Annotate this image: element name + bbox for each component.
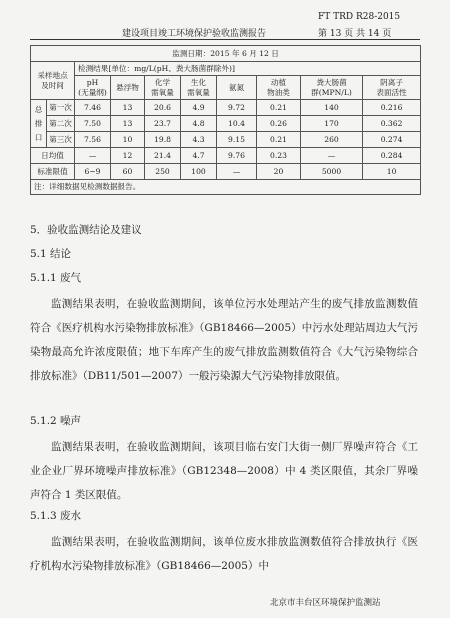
cell: 13 [111,116,145,132]
cell: 20.6 [145,100,181,116]
cell: — [75,148,111,164]
cell: 9.15 [217,132,257,148]
header-rule [30,39,420,40]
col-surfactant: 阴离子 表面活性 [363,76,421,100]
cell: 12 [111,148,145,164]
cell: 140 [301,100,363,116]
section-5-1-heading: 5.1 结论 [30,248,72,260]
sampling-location-header: 采样地点 及时间 [31,62,75,100]
cell: 0.216 [363,100,421,116]
cell: 0.23 [257,148,301,164]
col-bod: 生化 需氧量 [181,76,217,100]
section-5-1-2-heading: 5.1.2 噪声 [30,415,82,427]
cell: 10 [363,164,421,180]
standard-limit-row [31,164,421,180]
footer-org-name: 北京市丰台区环境保护监测站 [270,598,381,608]
cell: 4.9 [181,100,217,116]
col-ammonia: 氨氮 [217,76,257,100]
cell: 0.21 [257,100,301,116]
wastewater-paragraph: 监测结果表明，在验收监测期间，该单位废水排放监测数值符合排放执行《医疗机构水污染物排放标准》（GB18466—2005）中 [30,536,418,572]
cell: 23.7 [145,116,181,132]
col-coliform: 粪大肠菌 群(MPN/L) [301,76,363,100]
cell: 7.46 [75,100,111,116]
section-5-1-1-heading: 5.1.1 废气 [30,272,82,284]
monitoring-table [30,45,421,195]
cell: 60 [111,164,145,180]
cell: 9.72 [217,100,257,116]
cell: 260 [301,132,363,148]
row-label: 标准限值 [31,164,75,180]
cell: 0.21 [257,132,301,148]
col-suspended-solids: 悬浮物 [111,76,145,100]
location-total-outlet: 总 排 口 [31,100,47,148]
cell: 6~9 [75,164,111,180]
cell: 20 [257,164,301,180]
cell: 10 [111,132,145,148]
table-note: 注：详细数据见检测数据报告。 [31,180,421,195]
cell: 0.26 [257,116,301,132]
cell: 7.56 [75,132,111,148]
row-label: 第二次 [47,116,75,132]
col-cod: 化学 需氧量 [145,76,181,100]
cell: 170 [301,116,363,132]
cell: 0.274 [363,132,421,148]
cell: 19.8 [145,132,181,148]
cell: — [301,148,363,164]
section-5-1-3-heading: 5.1.3 废水 [30,510,82,522]
table-row [31,100,421,116]
cell: 4.7 [181,148,217,164]
results-unit-header: 检测结果[单位：mg/L(pH、粪大肠菌群除外)] [75,62,421,76]
cell: 21.4 [145,148,181,164]
monitoring-date: 监测日期：2015 年 6 月 12 日 [31,46,421,62]
col-oils: 动植 物油类 [257,76,301,100]
report-title: 建设项目竣工环境保护验收监测报告 [122,29,267,39]
cell: 13 [111,100,145,116]
cell: 0.362 [363,116,421,132]
exhaust-gas-paragraph: 监测结果表明，在验收监测期间，该单位污水处理站产生的废气排放监测数值符合《医疗机构水污染物排放标准》（GB18466—2005）中污水处理站周边大气污染物最高允许浓度限值；地下车库产生的废气排放监测数值符合《大气污染物综合排放标准》（DB11/501—2007）一般污染源大气污染物排放限值。 [30,298,418,382]
report-code: FT TRD R28-2015 [318,12,401,22]
daily-average-row [31,148,421,164]
cell: — [217,164,257,180]
cell: 4.8 [181,116,217,132]
cell: 100 [181,164,217,180]
col-ph: pH (无量纲) [75,76,111,100]
page-number: 第 13 页 共 14 页 [318,29,392,39]
cell: 4.3 [181,132,217,148]
row-label: 日均值 [31,148,75,164]
cell: 9.76 [217,148,257,164]
row-label: 第三次 [47,132,75,148]
table-row [31,116,421,132]
cell: 250 [145,164,181,180]
cell: 0.284 [363,148,421,164]
row-label: 第一次 [47,100,75,116]
table-row [31,132,421,148]
cell: 7.50 [75,116,111,132]
section-5-heading: 5．验收监测结论及建议 [30,224,142,236]
cell: 5000 [301,164,363,180]
cell: 10.4 [217,116,257,132]
noise-paragraph: 监测结果表明，在验收监测期间，该项目临右安门大街一侧厂界噪声符合《工业企业厂界环境噪声排放标准》（GB12348—2008）中 4 类区限值，其余厂界噪声符合 1 类区限值。 [30,441,418,501]
